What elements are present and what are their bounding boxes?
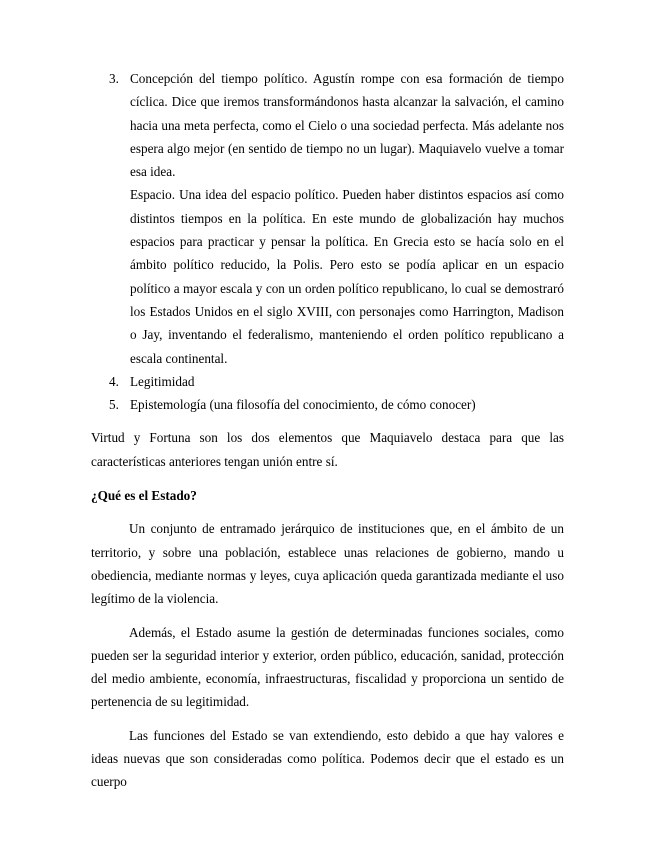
body-paragraph: Las funciones del Estado se van extendiendo, esto debido a que hay valores e ideas nuevas que son consideradas como política. Podemos decir que el estado es un cuerpo — [91, 727, 564, 790]
list-item — [91, 393, 564, 416]
body-paragraph: Además, el Estado asume la gestión de determinadas funciones sociales, como pueden ser la seguridad interior y exterior, orden público, educación, sanidad, protección del medio ambiente, economía, infraestructuras, fiscalidad y proporciona un sentido de pertenencia de su legitimidad. — [91, 624, 564, 710]
list-item-number: 3. — [109, 71, 119, 86]
list-item-text: Legitimidad — [130, 373, 195, 389]
list-item-paragraph: Concepción del tiempo político. Agustín rompe con esa formación de tiempo cíclica. Dice que iremos transformándonos hasta alcanzar la salvación, el camino hacia una meta perfecta, como el Cielo o una sociedad perfecta. Más adelante nos espera algo mejor (en sentido de tiempo no un lugar). Maquiavelo vuelve a tomar esa idea. — [130, 71, 564, 180]
numbered-list — [91, 67, 564, 416]
list-item-text: Epistemología (una filosofía del conocimiento, de cómo conocer) — [130, 397, 476, 413]
section-heading: ¿Qué es el Estado? — [91, 488, 197, 504]
list-item-number: 5. — [109, 397, 119, 413]
document-page — [91, 67, 564, 794]
list-item — [91, 370, 564, 393]
list-item-number: 4. — [109, 373, 119, 389]
body-paragraph: Un conjunto de entramado jerárquico de instituciones que, en el ámbito de un territorio, y sobre una población, establece unas relaciones de gobierno, mando u obediencia, mediante normas y leyes, cuya aplicación queda garantizada mediante el uso legítimo de la violencia. — [91, 521, 564, 607]
list-item — [91, 67, 564, 370]
list-item-paragraph: Espacio. Una idea del espacio político. Pueden haber distintos espacios así como distintos tiempos en la política. En este mundo de globalización hay muchos espacios para practicar y pensar la política. En Grecia esto se hacía solo en el ámbito político reducido, la Polis. Pero esto se podía aplicar en un espacio político a mayor escala y con un orden político republicano, lo cual se demostraró los Estados Unidos en el siglo XVIII, con personajes como Harrington, Madison o Jay, inventando el federalismo, manteniendo el orden político republicano a escala continental. — [130, 187, 564, 366]
intro-paragraph: Virtud y Fortuna son los dos elementos que Maquiavelo destaca para que las características anteriores tengan unión entre sí. — [91, 430, 564, 469]
